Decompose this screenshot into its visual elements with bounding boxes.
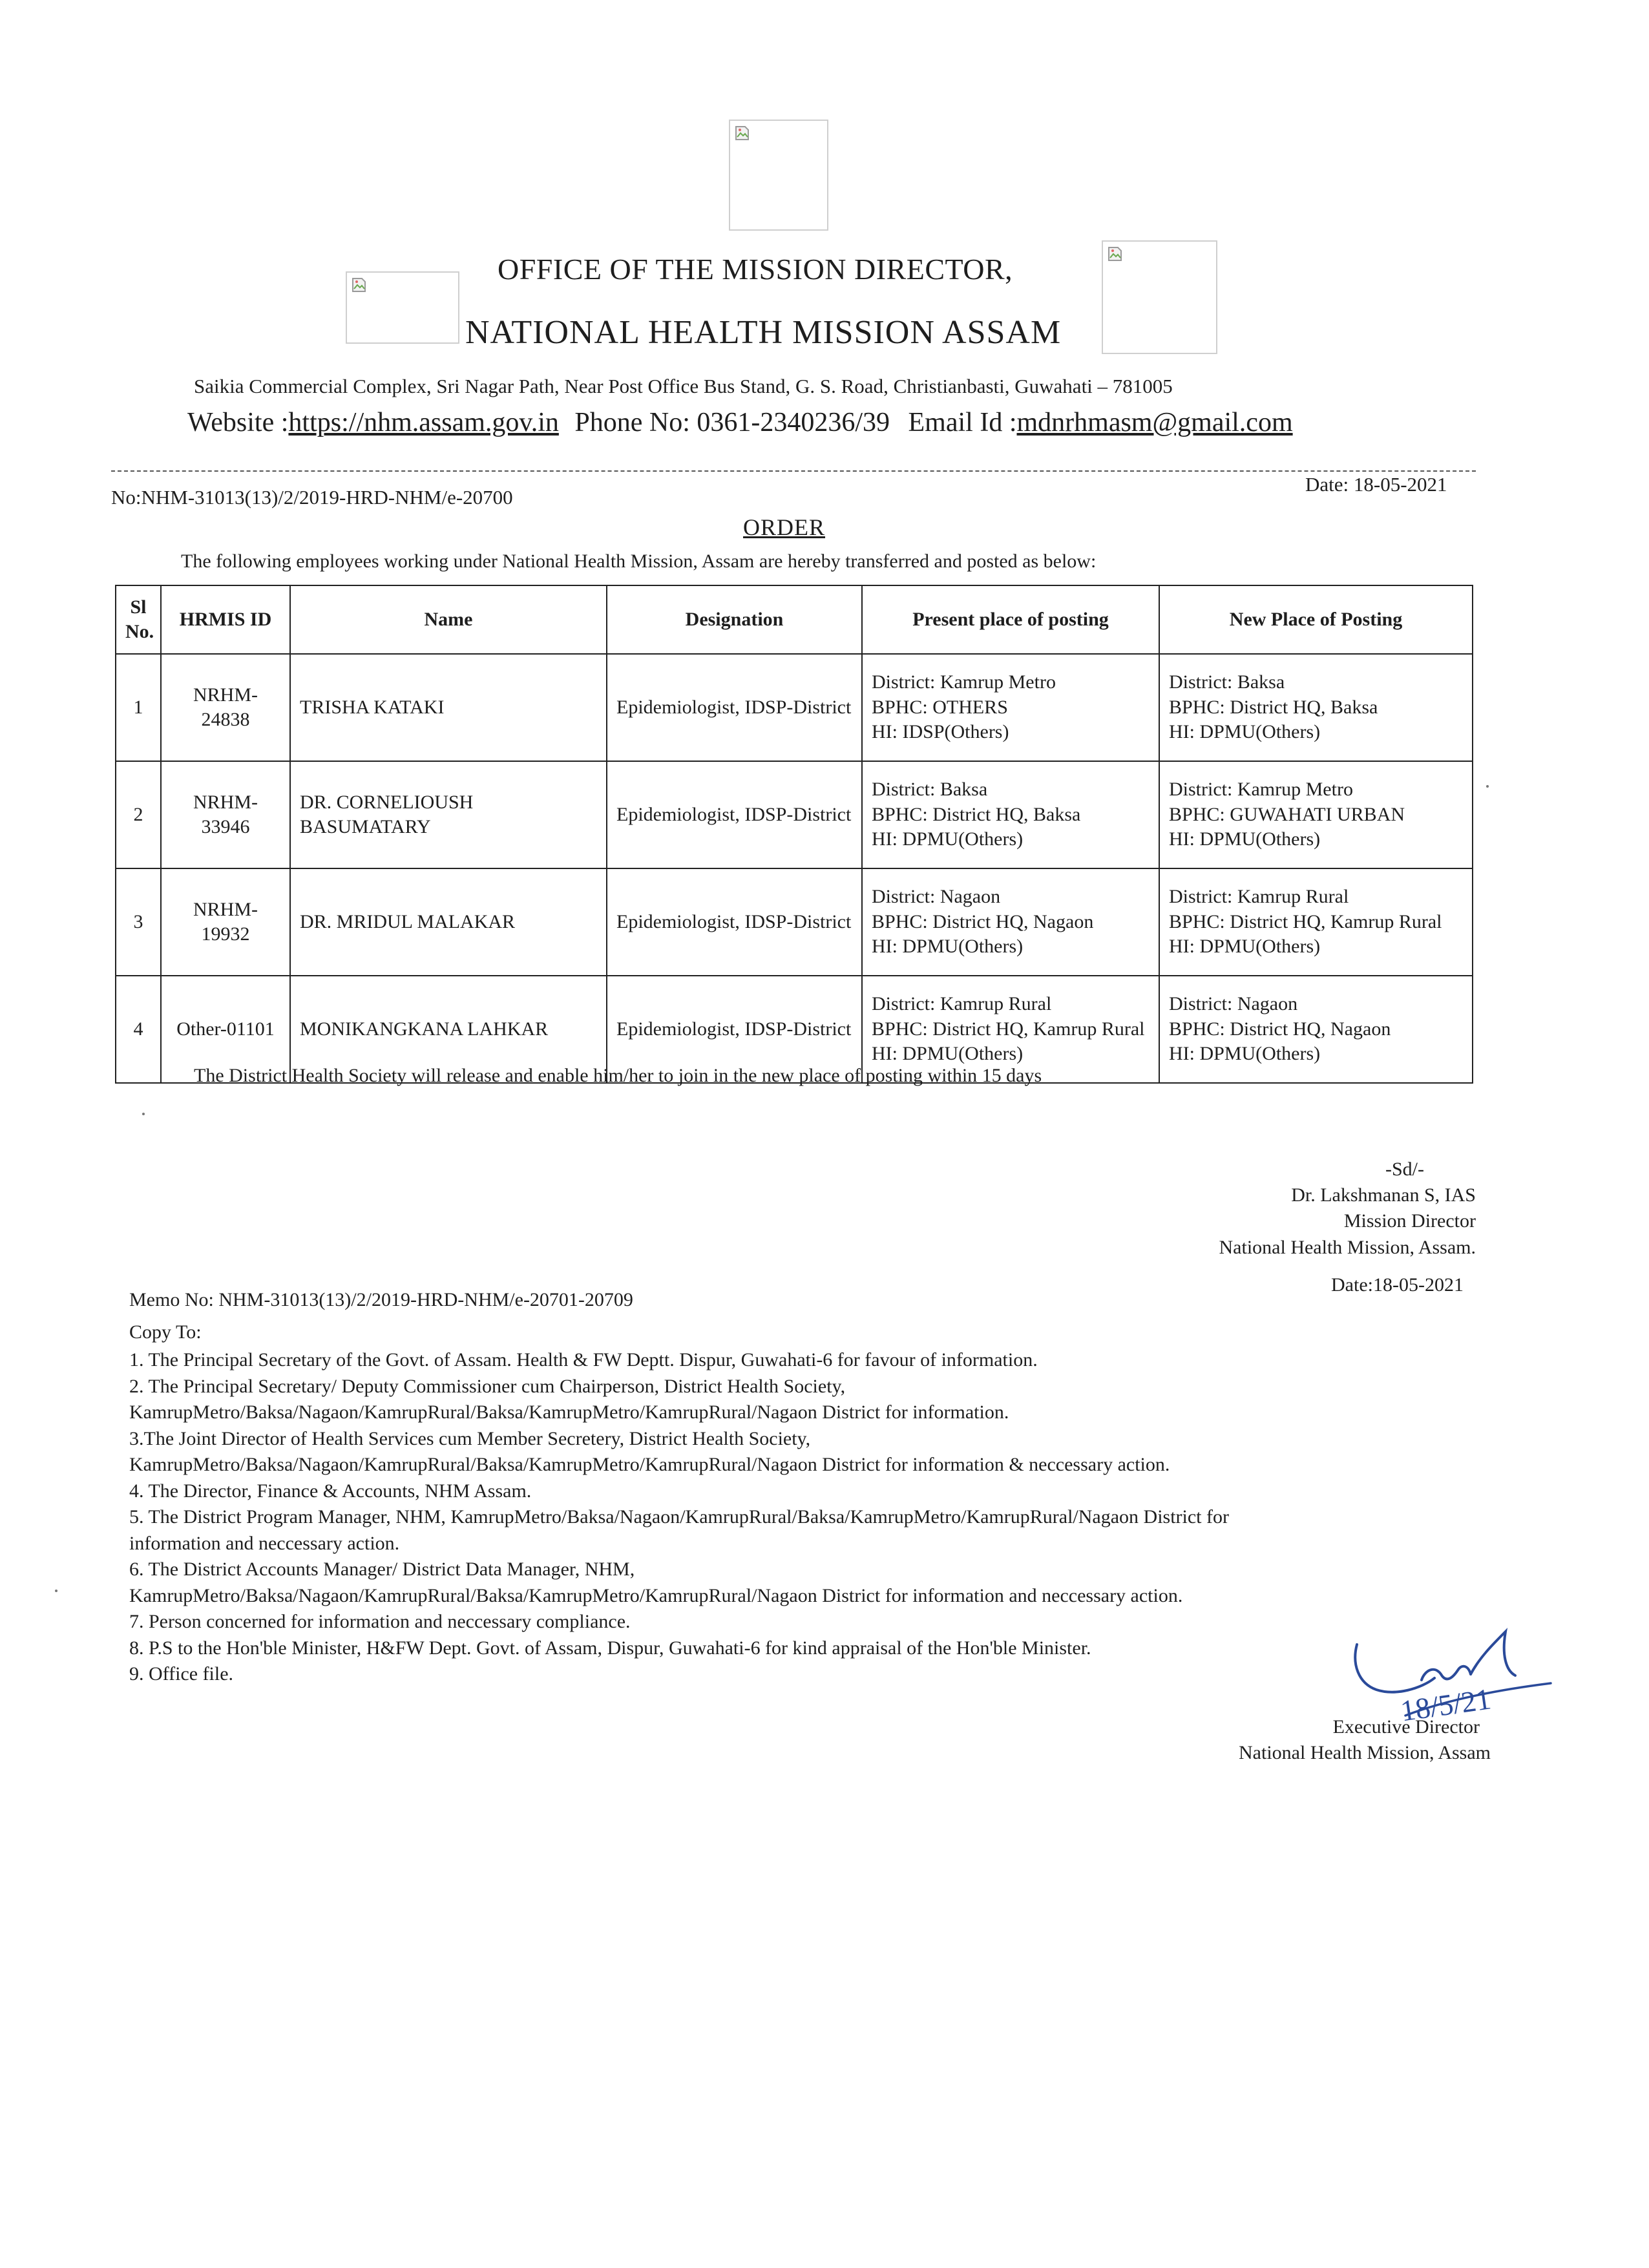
list-item: 6. The District Accounts Manager/ District Data Manager, NHM, — [129, 1559, 635, 1580]
email-label: Email Id : — [908, 408, 1017, 437]
signatory-organization: National Health Mission, Assam. — [1219, 1236, 1476, 1258]
transfer-table — [115, 585, 1473, 1084]
website-link[interactable]: https://nhm.assam.gov.in — [288, 408, 559, 437]
cell-sl-no: 1 — [116, 654, 161, 761]
header-name: Name — [290, 585, 607, 654]
broken-image-icon — [734, 125, 751, 142]
cell-new-posting: District: Baksa BPHC: District HQ, Baksa HI: DPMU(Others) — [1159, 654, 1473, 761]
order-reference-number: No:NHM-31013(13)/2/2019-HRD-NHM/e-20700 — [111, 486, 513, 509]
header-new-posting: New Place of Posting — [1159, 585, 1473, 654]
order-intro-text: The following employees working under National Health Mission, Assam are hereby transferred and posted as below: — [181, 551, 1097, 572]
cell-sl-no: 2 — [116, 761, 161, 868]
memo-number: Memo No: NHM-31013(13)/2/2019-HRD-NHM/e-20701-20709 — [129, 1289, 633, 1310]
cell-designation: Epidemiologist, IDSP-District — [607, 976, 862, 1083]
cell-designation: Epidemiologist, IDSP-District — [607, 654, 862, 761]
signed-mark: -Sd/- — [1385, 1159, 1424, 1180]
order-date: Date: 18-05-2021 — [1305, 473, 1447, 496]
list-item: 9. Office file. — [129, 1663, 234, 1685]
cell-hrmis-id: Other-01101 — [161, 976, 290, 1083]
executive-title: Executive Director — [1332, 1716, 1480, 1738]
cell-designation: Epidemiologist, IDSP-District — [607, 761, 862, 868]
cell-present-posting: District: Baksa BPHC: District HQ, Baksa HI: DPMU(Others) — [862, 761, 1159, 868]
table-row — [116, 654, 1473, 761]
memo-date: Date:18-05-2021 — [1331, 1274, 1464, 1296]
cell-designation: Epidemiologist, IDSP-District — [607, 868, 862, 976]
header-hrmis-id: HRMIS ID — [161, 585, 290, 654]
executive-organization: National Health Mission, Assam — [1239, 1742, 1491, 1763]
cell-name: MONIKANGKANA LAHKAR — [290, 976, 607, 1083]
cell-name: DR. CORNELIOUSH BASUMATARY — [290, 761, 607, 868]
contact-line — [187, 407, 1293, 438]
cell-new-posting: District: Kamrup Rural BPHC: District HQ, Kamrup Rural HI: DPMU(Others) — [1159, 868, 1473, 976]
office-title: OFFICE OF THE MISSION DIRECTOR, — [498, 253, 1013, 286]
order-heading: ORDER — [743, 514, 826, 540]
cell-present-posting: District: Kamrup Metro BPHC: OTHERS HI: IDSP(Others) — [862, 654, 1159, 761]
header-logo-left-broken-image — [346, 271, 459, 344]
header-logo-right-broken-image — [1102, 240, 1217, 354]
cell-hrmis-id: NRHM-19932 — [161, 868, 290, 976]
list-item: 1. The Principal Secretary of the Govt. of Assam. Health & FW Deptt. Dispur, Guwahati-6 for favour of information. — [129, 1349, 1038, 1370]
signatory-name: Dr. Lakshmanan S, IAS — [1291, 1184, 1476, 1206]
scan-speck — [1486, 785, 1489, 788]
list-item: 8. P.S to the Hon'ble Minister, H&FW Dept. Govt. of Assam, Dispur, Guwahati-6 for kind appraisal of the Hon'ble Minister. — [129, 1637, 1091, 1659]
signatory-title: Mission Director — [1343, 1210, 1476, 1232]
scan-speck — [55, 1590, 58, 1592]
release-instruction: The District Health Society will release and enable him/her to join in the new place of posting within 15 days — [194, 1065, 1042, 1086]
table-row — [116, 868, 1473, 976]
cell-sl-no: 3 — [116, 868, 161, 976]
list-item: KamrupMetro/Baksa/Nagaon/KamrupRural/Baksa/KamrupMetro/KamrupRural/Nagaon District for information & neccessary action. — [129, 1454, 1170, 1475]
list-item: KamrupMetro/Baksa/Nagaon/KamrupRural/Baksa/KamrupMetro/KamrupRural/Nagaon District for information and neccessary action. — [129, 1584, 1183, 1606]
signatory-block — [1219, 1157, 1476, 1261]
signature-date: 18/5/21 — [1398, 1682, 1493, 1728]
header-present-posting: Present place of posting — [862, 585, 1159, 654]
cell-hrmis-id: NRHM-24838 — [161, 654, 290, 761]
handwritten-signature — [1344, 1619, 1564, 1732]
header-logo-top-broken-image — [729, 120, 828, 231]
list-item: information and neccessary action. — [129, 1532, 400, 1554]
cell-name: DR. MRIDUL MALAKAR — [290, 868, 607, 976]
header-sl-no: Sl No. — [116, 585, 161, 654]
phone-number: Phone No: 0361-2340236/39 — [574, 408, 890, 437]
cell-hrmis-id: NRHM-33946 — [161, 761, 290, 868]
copy-to-label: Copy To: — [129, 1321, 202, 1343]
list-item: 2. The Principal Secretary/ Deputy Commissioner cum Chairperson, District Health Society, — [129, 1375, 846, 1397]
list-item: 5. The District Program Manager, NHM, KamrupMetro/Baksa/Nagaon/KamrupRural/Baksa/KamrupMetro/KamrupRural/Nagaon District for — [129, 1506, 1230, 1528]
cell-new-posting: District: Nagaon BPHC: District HQ, Nagaon HI: DPMU(Others) — [1159, 976, 1473, 1083]
list-item: KamrupMetro/Baksa/Nagaon/KamrupRural/Baksa/KamrupMetro/KamrupRural/Nagaon District for information. — [129, 1402, 1009, 1423]
cell-present-posting: District: Nagaon BPHC: District HQ, Nagaon HI: DPMU(Others) — [862, 868, 1159, 976]
header-designation: Designation — [607, 585, 862, 654]
cell-new-posting: District: Kamrup Metro BPHC: GUWAHATI URBAN HI: DPMU(Others) — [1159, 761, 1473, 868]
table-header-row — [116, 585, 1473, 654]
website-label: Website : — [187, 408, 289, 437]
list-item: 7. Person concerned for information and neccessary compliance. — [129, 1611, 631, 1632]
list-item: 3.The Joint Director of Health Services cum Member Secretery, District Health Society, — [129, 1427, 811, 1449]
header-divider — [111, 470, 1476, 472]
copy-to-list — [129, 1347, 1486, 1688]
organization-title: NATIONAL HEALTH MISSION ASSAM — [465, 314, 1062, 351]
broken-image-icon — [351, 277, 368, 293]
list-item: 4. The Director, Finance & Accounts, NHM Assam. — [129, 1480, 532, 1502]
cell-name: TRISHA KATAKI — [290, 654, 607, 761]
email-link[interactable]: mdnrhmasm@gmail.com — [1016, 408, 1293, 437]
cell-sl-no: 4 — [116, 976, 161, 1083]
cell-present-posting: District: Kamrup Rural BPHC: District HQ, Kamrup Rural HI: DPMU(Others) — [862, 976, 1159, 1083]
broken-image-icon — [1107, 246, 1124, 262]
table-row — [116, 761, 1473, 868]
scan-speck — [142, 1113, 145, 1115]
office-address: Saikia Commercial Complex, Sri Nagar Path, Near Post Office Bus Stand, G. S. Road, Christianbasti, Guwahati – 781005 — [194, 375, 1173, 397]
